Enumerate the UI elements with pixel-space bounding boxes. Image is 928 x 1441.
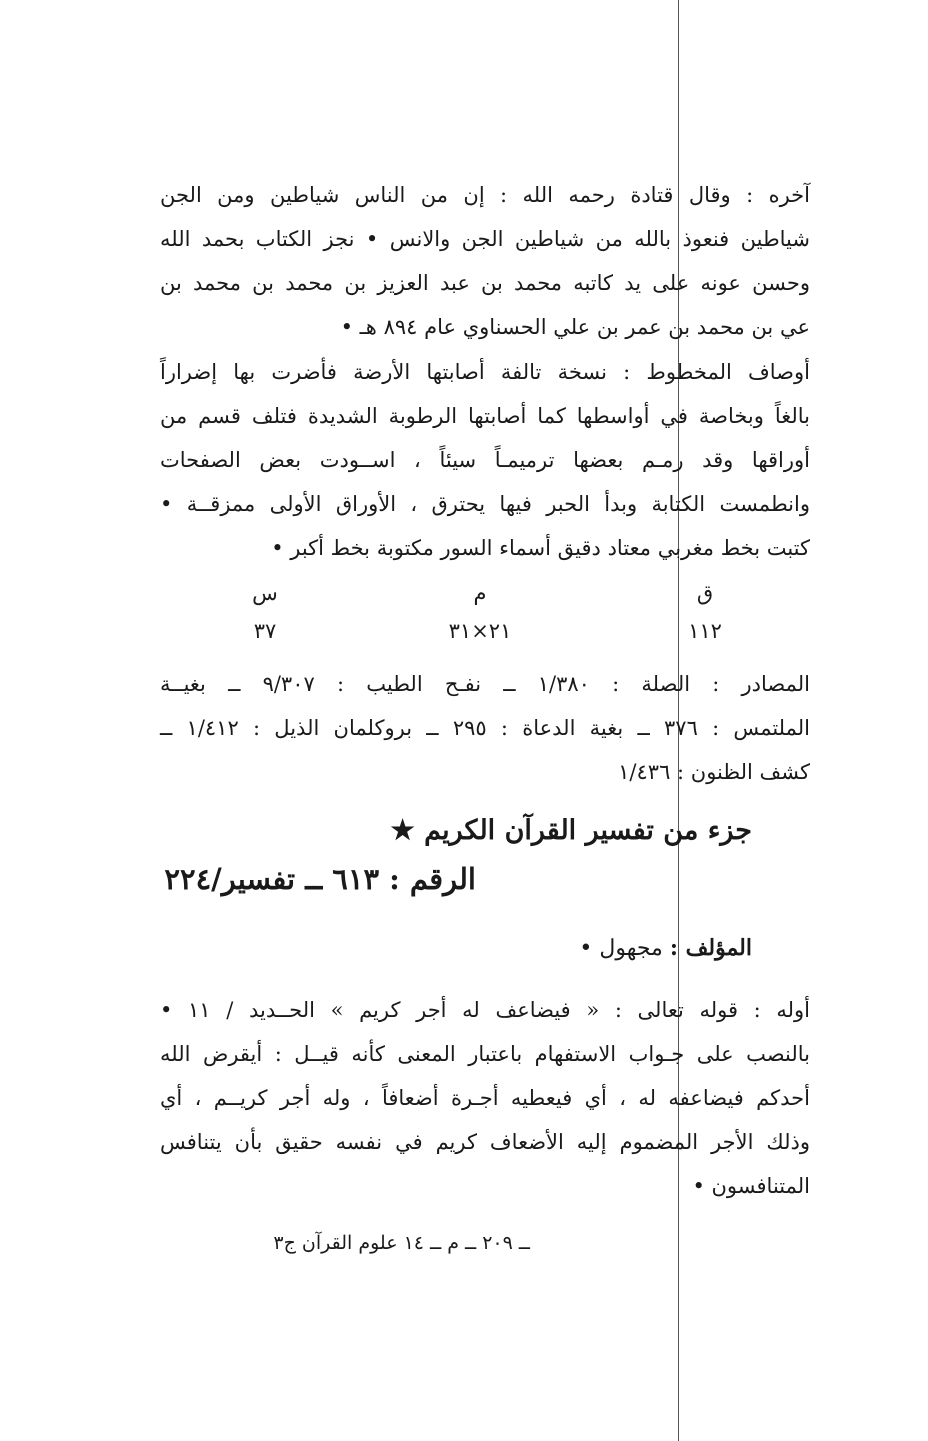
entry-title: جزء من تفسير القرآن الكريم ★ [390, 815, 752, 846]
opening-line: أوله : قوله تعالى : « فيضاعف له أجر كريم » الحــديد / ١١ • [160, 998, 811, 1022]
opening-line: المتنافسون • [692, 1174, 810, 1198]
specs-header-size: م [473, 581, 487, 605]
colophon-line: وحسن عونه على يد كاتبه محمد بن عبد العزيز بن محمد بن محمد بن [160, 271, 810, 295]
opening-paragraph [160, 988, 810, 1208]
specs-header-lines: س [252, 581, 278, 605]
opening-line: بالنصب على جـواب الاستفهام باعتبار المعنى كأنه قيــل : أيقرض الله [160, 1042, 810, 1066]
specs-header-leaves: ق [696, 581, 714, 605]
colophon-line: آخره : وقال قتادة رحمه الله : إن من الناس شياطين ومن الجن [160, 183, 810, 207]
description-line: أوراقها وقد رمـم بعضها ترميمـاً سيئاً ، اســودت بعض الصفحات [160, 448, 810, 472]
opening-line: أحدكم فيضاعفه له ، أي فيعطيه أجـرة أضعافاً ، وله أجر كريــم ، أي [160, 1086, 810, 1110]
author-label: المؤلف : [669, 935, 752, 961]
description-line: أوصاف المخطوط : نسخة تالفة أصابتها الأرضة فأضرت بها إضراراً [160, 360, 810, 384]
opening-line: وذلك الأجر المضموم إليه الأضعاف كريم في نفسه حقيق بأن يتنافس [160, 1130, 810, 1154]
sources-line: الملتمس : ٣٧٦ ــ بغية الدعاة : ٢٩٥ ــ بروكلمان الذيل : ١/٤١٢ ــ [160, 716, 810, 740]
sources-line: المصادر : الصلة : ١/٣٨٠ ــ نفـح الطيب : ٩/٣٠٧ ــ بغيــة [160, 672, 810, 696]
sources-line: كشف الظنون : ١/٤٣٦ [618, 760, 810, 784]
sources-paragraph [160, 662, 810, 794]
specs-value-lines: ٣٧ [253, 619, 277, 643]
description-line: كتبت بخط مغربي معتاد دقيق أسماء السور مكتوبة بخط أكبر • [271, 536, 810, 560]
specs-value-size: ٢١×٣١ [448, 619, 512, 643]
colophon-line: عي بن محمد بن عمر بن علي الحسناوي عام ٨٩٤ هـ • [340, 315, 810, 339]
entry-number: الرقم : ٦١٣ ــ تفسير/٢٢٤ [164, 862, 476, 896]
author-value: مجهول • [579, 936, 663, 961]
description-line: وانطمست الكتابة وبدأ الحبر فيها يحترق ، الأوراق الأولى ممزقــة • [160, 492, 810, 516]
specs-table [240, 580, 730, 656]
colophon-paragraph [160, 173, 810, 349]
description-line: بالغاً وبخاصة في أواسطها كما أصابتها الرطوبة الشديدة فتلف قسم من [160, 404, 810, 428]
page-footer: ــ ٢٠٩ ــ م ــ ١٤ علوم القرآن ج٣ [273, 1232, 530, 1254]
manuscript-description-paragraph [160, 350, 810, 570]
specs-value-leaves: ١١٢ [688, 619, 722, 643]
colophon-line: شياطين فنعوذ بالله من شياطين الجن والانس • نجز الكتاب بحمد الله [160, 227, 810, 251]
author-line [579, 935, 752, 961]
